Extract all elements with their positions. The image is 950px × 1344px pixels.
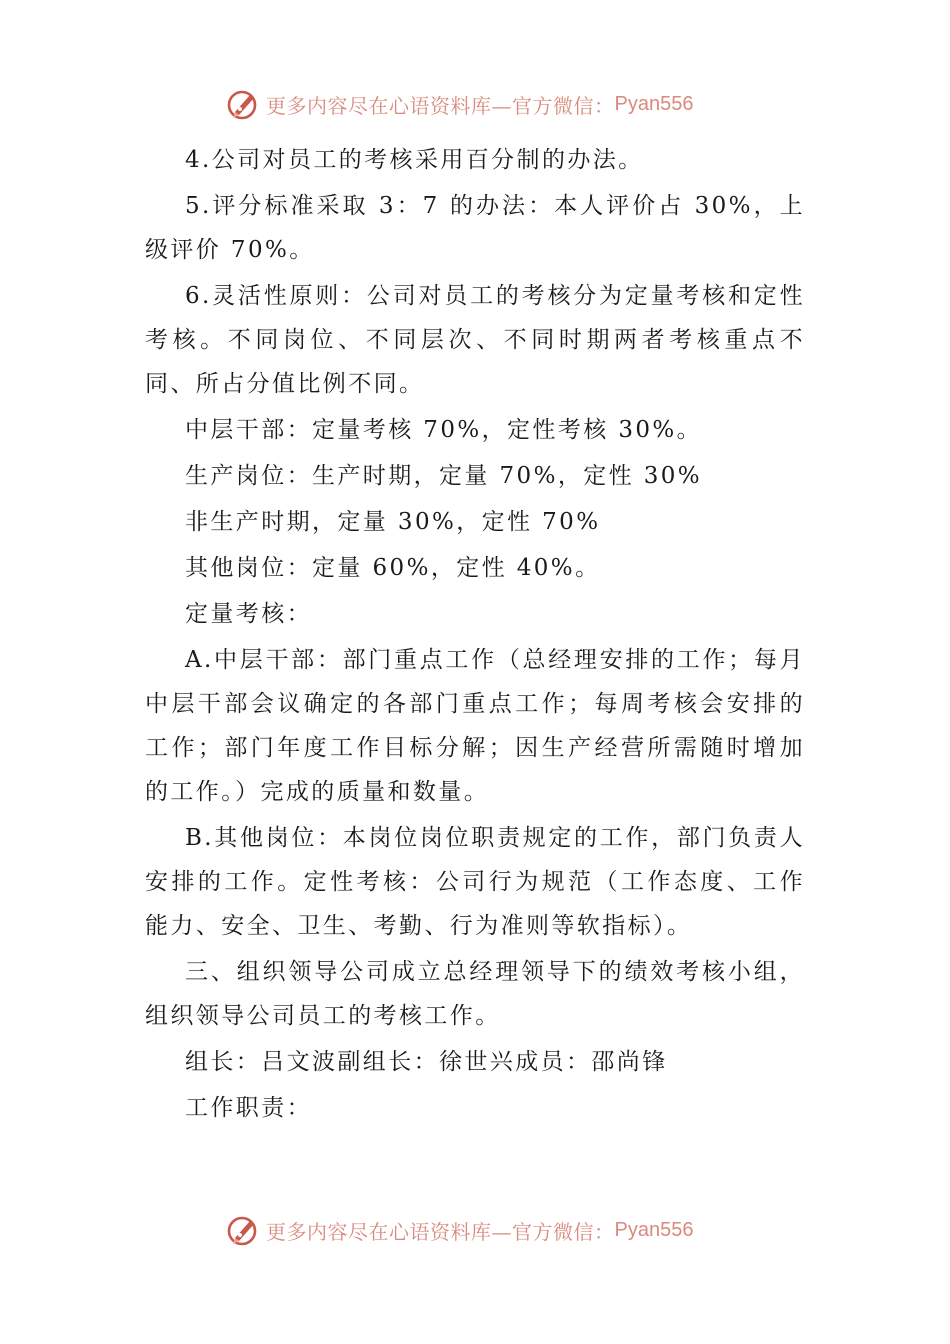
paragraph: 工作职责： (185, 1095, 312, 1121)
paragraph: 三、组织领导公司成立总经理领导下的绩效考核小组，组织领导公司员工的考核工作。 (145, 959, 805, 1029)
paragraph: B.其他岗位：本岗位岗位职责规定的工作，部门负责人安排的工作。定性考核：公司行为规范（工作态度、工作能力、安全、卫生、考勤、行为准则等软指标）。 (145, 825, 805, 939)
watermark-banner-bottom (226, 1212, 693, 1248)
paragraph: 6.灵活性原则：公司对员工的考核分为定量考核和定性考核。不同岗位、不同层次、不同时期两者考核重点不同、所占分值比例不同。 (145, 283, 805, 397)
document-body (145, 138, 805, 1130)
watermark-wechat-id: Pyan556 (614, 1218, 694, 1241)
paragraph: 组长：吕文波副组长：徐世兴成员：邵尚锋 (185, 1049, 668, 1075)
paragraph: 生产岗位：生产时期，定量 70%，定性 30% (185, 463, 703, 489)
watermark-text: 更多内容尽在心语资料库—官方微信： (266, 93, 615, 118)
paragraph: 非生产时期，定量 30%，定性 70% (185, 509, 601, 535)
paragraph: 中层干部：定量考核 70%，定性考核 30%。 (185, 417, 703, 443)
watermark-wechat-id: Pyan556 (614, 92, 694, 115)
paragraph: 4.公司对员工的考核采用百分制的办法。 (185, 147, 644, 173)
pen-logo-icon (226, 87, 260, 121)
paragraph: A.中层干部：部门重点工作（总经理安排的工作；每月中层干部会议确定的各部门重点工作；每周考核会安排的工作；部门年度工作目标分解；因生产经营所需随时增加的工作。）完成的质量和数量。 (145, 647, 805, 805)
watermark-text: 更多内容尽在心语资料库—官方微信： (266, 1219, 615, 1244)
watermark-banner-top (226, 86, 693, 122)
paragraph: 定量考核： (185, 601, 312, 627)
paragraph: 5.评分标准采取 3：7 的办法：本人评价占 30%，上级评价 70%。 (145, 193, 805, 263)
pen-logo-icon (226, 1213, 260, 1247)
paragraph: 其他岗位：定量 60%，定性 40%。 (185, 555, 601, 581)
